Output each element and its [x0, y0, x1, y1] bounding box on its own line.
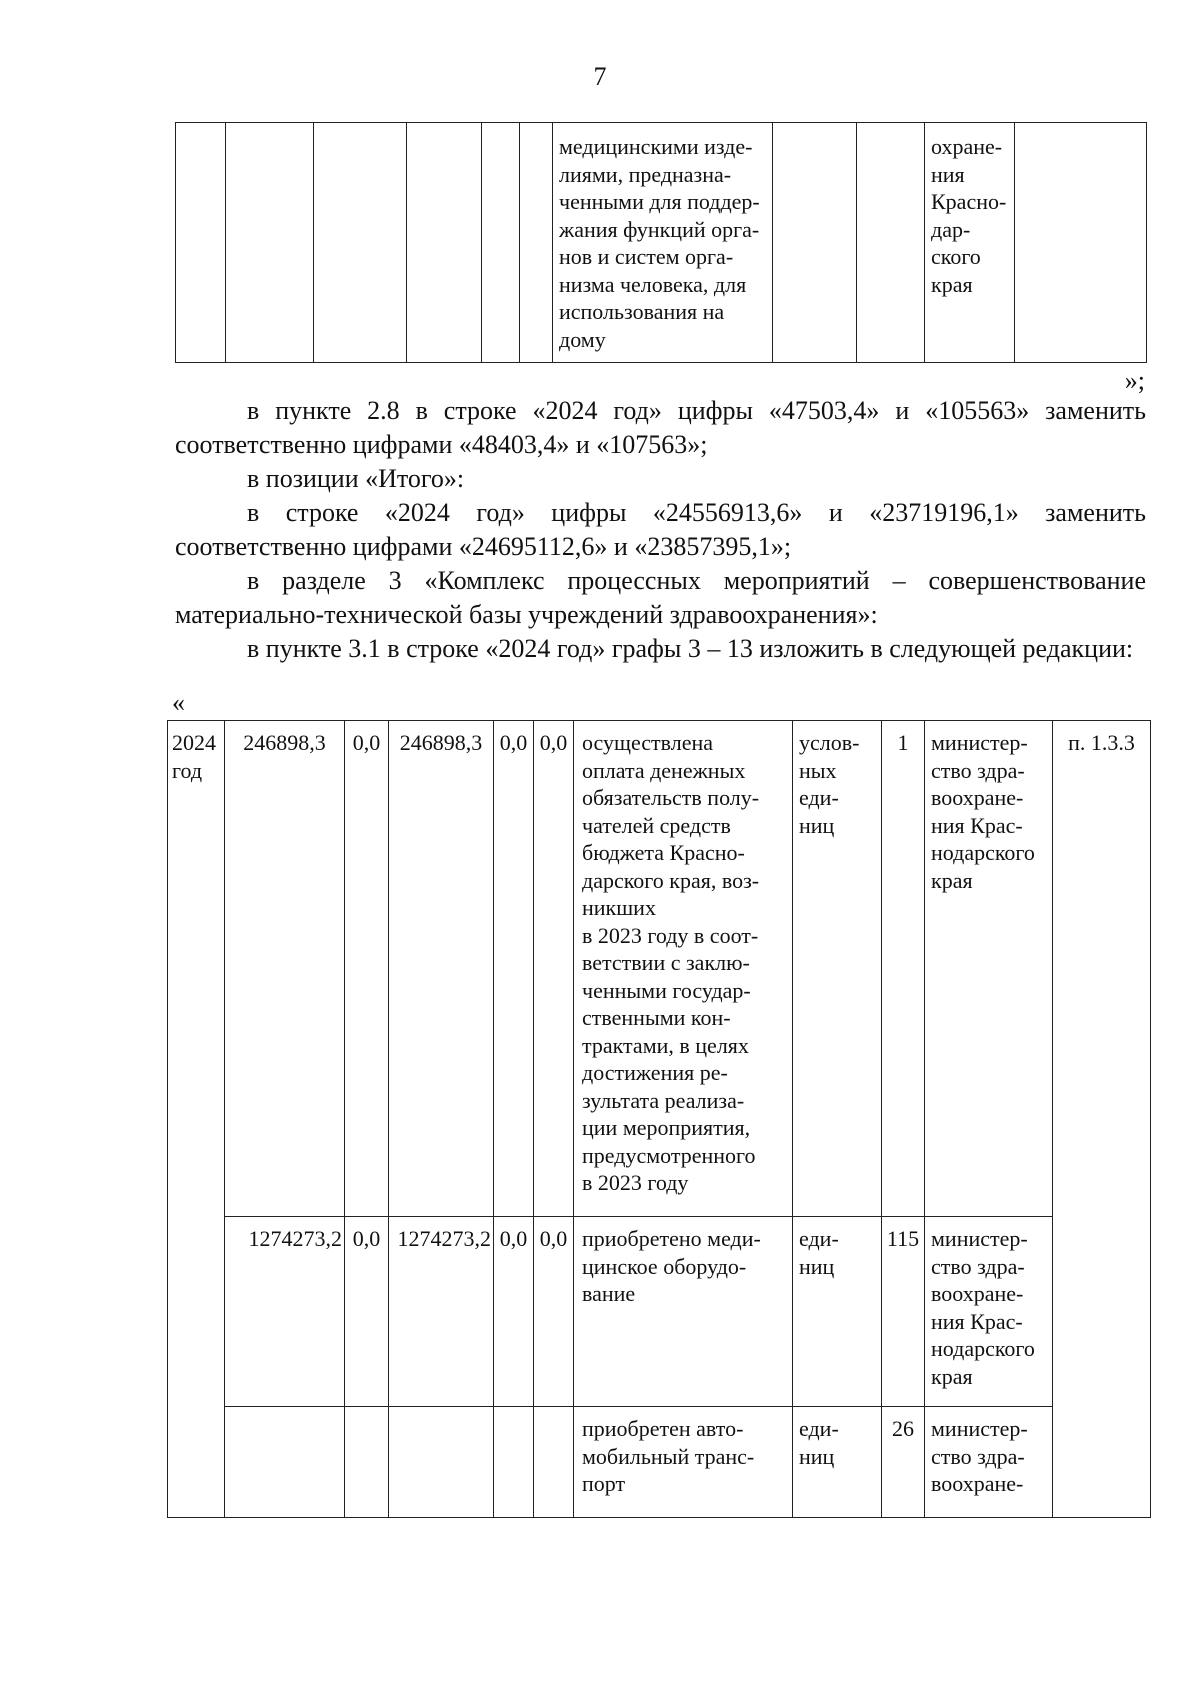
- table-cell: [407, 123, 482, 363]
- result-cell: медицинскими изде- лиями, предназна- ченными для поддер- жания функций орга- нов и систем орга- низма человека, для использования на дому: [553, 123, 773, 363]
- result-cell: приобретено меди- цинское оборудо- вание: [574, 1217, 793, 1407]
- year-cell-continued: [168, 1407, 225, 1518]
- paragraph-item-2-8: в пункте 2.8 в строке «2024 год» цифры «47503,4» и «105563» заменить соответственно цифрами «48403,4» и «107563»;: [175, 396, 1146, 459]
- unit-cell: услов- ных еди- ниц: [793, 721, 882, 1217]
- value-cell: 0,0: [494, 1217, 534, 1407]
- executor-cell: охране- ния Красно- дар- ского края: [925, 123, 1015, 363]
- reference-cell: [1053, 1217, 1151, 1407]
- continued-table: [175, 122, 1147, 363]
- table-cell: [314, 123, 407, 363]
- value-cell: [494, 1407, 534, 1518]
- value-cell: 0,0: [494, 721, 534, 1217]
- table-row: [168, 721, 1151, 1217]
- value-cell: 1274273,2: [389, 1217, 494, 1407]
- opening-quote: «: [172, 688, 185, 717]
- total-cell: 246898,3: [225, 721, 345, 1217]
- result-cell: осуществлена оплата денежных обязательств полу- чателей средств бюджета Красно- дарского края, воз- никших в 2023 году в соот- ветствии с заклю- ченными государ- ственными кон- трактами, в целях достижения ре- зультата реализа- ции мероприятия, предусмотренного в 2023 году: [574, 721, 793, 1217]
- paragraph-total-position: в позиции «Итого»:: [247, 464, 465, 493]
- executor-cell: министер- ство здра- воохране- ния Крас- нодарского края: [925, 721, 1053, 1217]
- table-cell: [520, 123, 553, 363]
- executor-cell: министер- ство здра- воохране-: [925, 1407, 1053, 1518]
- paragraph-total-2024: в строке «2024 год» цифры «24556913,6» и «23719196,1» заменить соответственно цифрами «24695112,6» и «23857395,1»;: [175, 498, 1146, 561]
- unit-cell: еди- ниц: [793, 1407, 882, 1518]
- indicator-value-cell: 1: [882, 721, 925, 1217]
- paragraph-item-3-1: в пункте 3.1 в строке «2024 год» графы 3 – 13 изложить в следующей редакции:: [247, 634, 1134, 663]
- replacement-table: [167, 720, 1151, 1518]
- table-row: [168, 1217, 1151, 1407]
- page-number: 7: [593, 62, 607, 91]
- indicator-value-cell: 26: [882, 1407, 925, 1518]
- year-cell: 2024 год: [168, 721, 225, 1217]
- table-cell: [482, 123, 520, 363]
- unit-cell: еди- ниц: [793, 1217, 882, 1407]
- value-cell: [534, 1407, 574, 1518]
- value-cell: 0,0: [534, 721, 574, 1217]
- total-cell: [225, 1407, 345, 1518]
- value-cell: [389, 1407, 494, 1518]
- closing-quote: »;: [1124, 366, 1145, 395]
- executor-cell: министер- ство здра- воохране- ния Крас- нодарского края: [925, 1217, 1053, 1407]
- reference-cell: п. 1.3.3: [1053, 721, 1151, 1217]
- table-cell: [226, 123, 314, 363]
- reference-cell: [1053, 1407, 1151, 1518]
- table-row: [168, 1407, 1151, 1518]
- paragraph-section-3: в разделе 3 «Комплекс процессных мероприятий – совершенствование материально-технической базы учреждений здравоохранения»:: [175, 566, 1146, 629]
- table-cell: [773, 123, 857, 363]
- value-cell: 0,0: [345, 1217, 389, 1407]
- value-cell: 0,0: [534, 1217, 574, 1407]
- table-cell: [857, 123, 925, 363]
- indicator-value-cell: 115: [882, 1217, 925, 1407]
- result-cell: приобретен авто- мобильный транс- порт: [574, 1407, 793, 1518]
- table-cell: [176, 123, 226, 363]
- value-cell: [345, 1407, 389, 1518]
- value-cell: 246898,3: [389, 721, 494, 1217]
- year-cell-continued: [168, 1217, 225, 1407]
- table-cell: [1015, 123, 1147, 363]
- total-cell: 1274273,2: [225, 1217, 345, 1407]
- value-cell: 0,0: [345, 721, 389, 1217]
